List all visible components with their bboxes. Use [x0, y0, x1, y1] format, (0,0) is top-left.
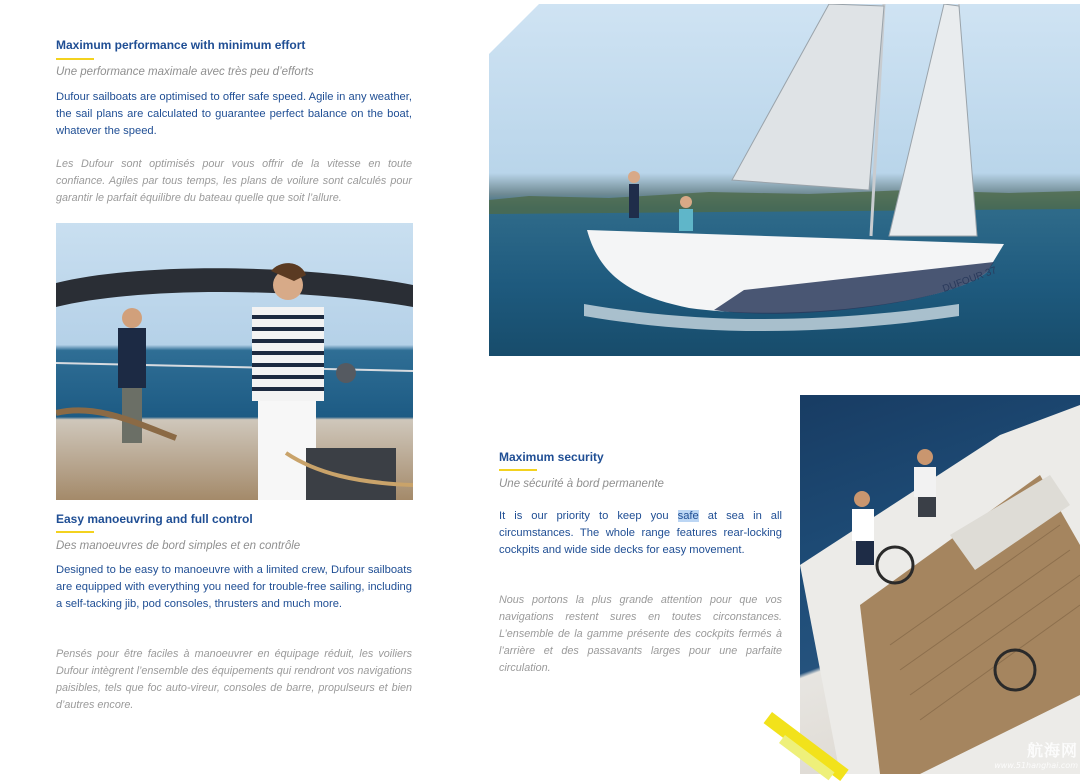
- watermark-logo-text: 航海网: [1026, 741, 1078, 760]
- heading-performance: Maximum performance with minimum effort: [56, 38, 306, 52]
- heading-security: Maximum security: [499, 450, 604, 464]
- winch-illustration: [56, 223, 413, 500]
- sailboat-photo: [489, 4, 1080, 356]
- watermark-url: www.51hanghai.com: [994, 761, 1078, 770]
- body-manoeuvring-en: Designed to be easy to manoeuvre with a limited crew, Dufour sailboats are equipped with everything you need for trouble-free sailing, including a self-tacking jib, pod consoles, thrusters and much more.: [56, 564, 412, 610]
- subheading-security-fr: Une sécurité à bord permanente: [499, 478, 664, 490]
- highlighted-word[interactable]: safe: [677, 510, 699, 522]
- body-security-en: [499, 508, 782, 559]
- body-manoeuvring-fr: Pensés pour être faciles à manoeuvrer en équipage réduit, les voiliers Dufour intègrent l’ensemble des équipements qui rendront vos navigations paisibles, tels que foc auto-vireur, consoles de barre, propulseurs et bien d’autres encore.: [56, 648, 412, 711]
- heading-manoeuvring: Easy manoeuvring and full control: [56, 512, 253, 526]
- sailboat-illustration: [489, 4, 1080, 356]
- page-fold-corner: [489, 4, 539, 54]
- watermark: [930, 738, 1078, 770]
- winch-photo: [56, 223, 413, 500]
- heading-underline: [56, 531, 94, 533]
- body-performance-en: Dufour sailboats are optimised to offer safe speed. Agile in any weather, the sail plans are calculated to guarantee perfect balance on the boat, whatever the speed.: [56, 91, 412, 137]
- subheading-manoeuvring-fr: Des manoeuvres de bord simples et en contrôle: [56, 540, 301, 552]
- subheading-performance-fr: Une performance maximale avec très peu d’efforts: [56, 66, 314, 78]
- body-security-fr: Nous portons la plus grande attention pour que vos navigations restent sures en toutes circonstances. L’ensemble de la gamme présente des cockpits fermés à l’arrière et des passavants larges pour une parfaite circulation.: [499, 594, 782, 674]
- body-security-en-part1: It is our priority to keep you: [499, 510, 678, 522]
- heading-underline: [499, 469, 537, 471]
- body-security-en-part2: at sea in all circumstances. The whole range features rear-locking cockpits and wide side decks for easy movement.: [499, 510, 783, 556]
- body-performance-fr: Les Dufour sont optimisés pour vous offrir de la vitesse en toute confiance. Agiles par tous temps, les plans de voilure sont calculés pour garantir le parfait équilibre du bateau quelle que soit l’allure.: [56, 158, 412, 204]
- heading-underline: [56, 58, 94, 60]
- deck-illustration: [800, 395, 1080, 774]
- hull-name: DUFOUR 37: [941, 265, 999, 295]
- deck-aerial-photo: [800, 395, 1080, 774]
